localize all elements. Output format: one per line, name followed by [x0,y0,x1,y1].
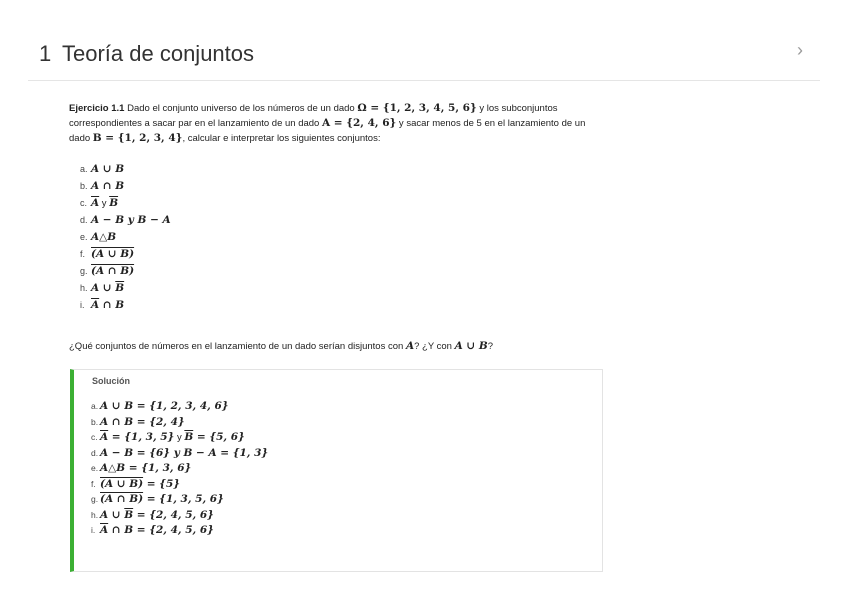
omega-set: Ω = {1, 2, 3, 4, 5, 6} [357,102,477,114]
list-item: b. A ∩ B [80,180,125,192]
section-header [28,36,820,81]
exercise-text-4: , calcular e interpretar los siguientes conjuntos: [182,133,381,144]
list-item: c. $\overline{A}$ y $\overline{B}$ [80,197,119,209]
section-title: Teoría de conjuntos [62,41,255,66]
solution-title: Solución [92,376,130,386]
section-number: 1 [39,41,52,66]
list-item: e. A△B [80,231,117,243]
list-item: c. $\overline{A} = \{1$, 3, 5} y $\overline{B} = \{5$, 6} [91,431,245,443]
list-item: i. $\overline{A}$ ∩ B = {2, 4, 5, 6} [91,524,214,536]
set-b: B = {1, 2, 3, 4} [92,132,183,144]
list-item: a. A ∪ B [80,163,125,175]
question-text: ¿Qué conjuntos de números en el lanzamiento de un dado serían disjuntos con A? ¿Y con A ∪ B? [69,340,494,352]
exercise-text-2: y los subconjuntos correspondientes a sacar par en el lanzamiento de un dado [69,103,558,129]
list-item: d. A − B = {6} y B − A = {1, 3} [91,446,269,459]
set-a: A = {2, 4, 6} [321,117,397,129]
exercise-items [80,161,171,314]
exercise-statement [69,101,609,146]
list-item: g. (A ∩ B) = {1, 3, 5, 6} [91,493,224,505]
list-item: b. A ∩ B = {2, 4} [91,415,185,428]
exercise-label: Ejercicio 1.1 [69,103,125,114]
exercise-text-1: Dado el conjunto universo de los números de un dado [124,103,358,114]
list-item: h. A ∪ $\overline{B} = \{2$, 4, 5, 6} [91,508,214,521]
chevron-right-icon[interactable]: › [797,40,803,60]
list-item: a. A ∪ B = {1, 2, 3, 4, 6} [91,400,229,412]
list-item: d. A − B y B − A [80,214,171,226]
exercise-text-3: y sacar menos de 5 en el lanzamiento de un dado [69,118,586,144]
solution-items [91,399,268,539]
list-item: g. (A ∩ B) [80,265,135,277]
list-item: f. (A ∪ B) [80,248,135,260]
list-item: i. $\overline{A}$ ∩ B [80,299,125,311]
list-item: h. A ∪ $\overline{B}$ [80,282,125,294]
solution-box [70,369,603,572]
list-item: e. A△B = {1, 3, 6} [91,462,192,474]
list-item: f. (A ∪ B) = {5} [91,477,180,490]
